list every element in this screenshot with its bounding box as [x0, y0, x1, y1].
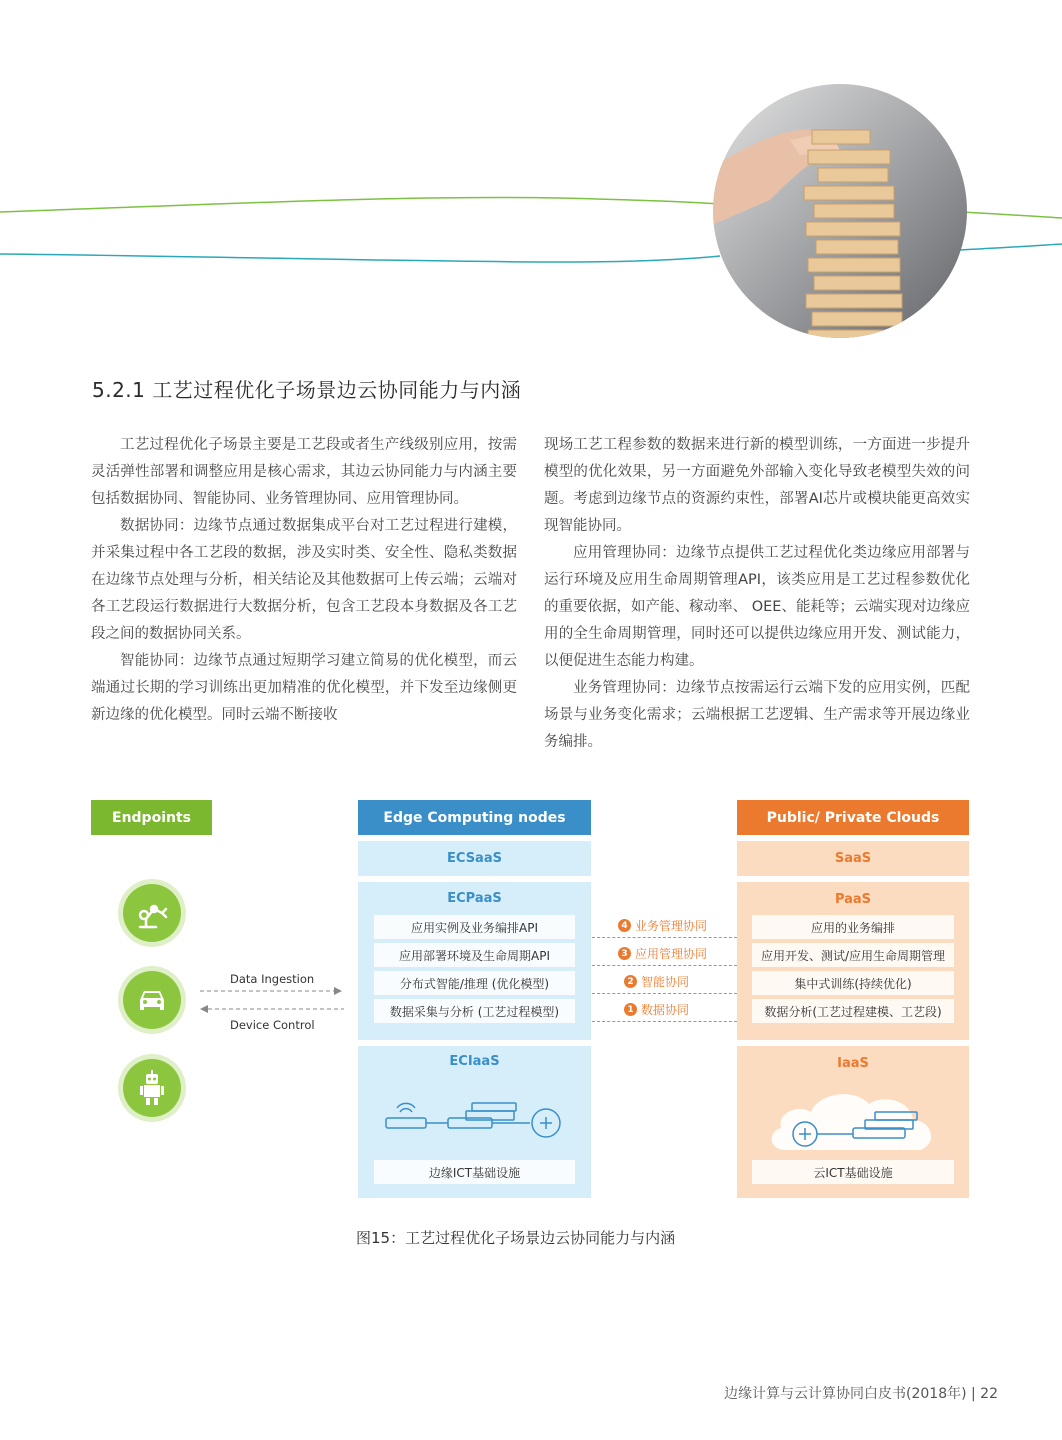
- header-decoration: [0, 0, 1062, 360]
- number-badge: 2: [624, 975, 637, 988]
- robot-arm-icon: [118, 879, 186, 947]
- paragraph: 工艺过程优化子场景主要是工艺段或者生产线级别应用，按需灵活弹性部署和调整应用是核心需求，其边云协同能力与内涵主要包括数据协同、智能协同、业务管理协同、应用管理协同。: [91, 437, 517, 507]
- cloud-iaas-panel: [737, 1046, 969, 1198]
- collab-text: 智能协同: [641, 975, 690, 989]
- robot-icon: [118, 1054, 186, 1122]
- cloud-paas-item: 应用开发、测试/应用生命周期管理: [752, 943, 954, 967]
- collab-label: [624, 1001, 689, 1018]
- paragraph: 智能协同：边缘节点通过短期学习建立简易的优化模型，而云端通过长期的学习训练出更加精准的优化模型，并下发至边缘侧更新边缘的优化模型。同时云端不断接收: [91, 653, 517, 723]
- collab-text: 业务管理协同: [635, 919, 708, 933]
- cloud-paas-item: 数据分析(工艺过程建模、工艺段): [752, 999, 954, 1023]
- cloud-paas-item: 应用的业务编排: [752, 915, 954, 939]
- number-badge: 4: [618, 919, 631, 932]
- cloud-saas-band: SaaS: [737, 841, 969, 876]
- edge-iaas-item: 边缘ICT基础设施: [374, 1160, 575, 1184]
- edge-paas-item: 应用部署环境及生命周期API: [374, 943, 575, 967]
- collab-label: [624, 973, 689, 990]
- edge-iaas-panel: [358, 1046, 591, 1198]
- flow-arrows: [198, 984, 346, 1016]
- number-badge: 1: [624, 1003, 637, 1016]
- edge-paas-item: 分布式智能/推理 (优化模型): [374, 971, 575, 995]
- collab-text: 数据协同: [641, 1003, 690, 1017]
- collab-label: [618, 917, 707, 934]
- paragraph: 数据协同：边缘节点通过数据集成平台对工艺过程进行建模，并采集过程中各工艺段的数据，涉及实时类、安全性、隐私类数据在边缘节点处理与分析，相关结论及其他数据可上传云端；云端对各工艺段运行数据进行大数据分析，包含工艺段本身数据及各工艺段之间的数据协同关系。: [91, 518, 517, 642]
- cloud-iaas-item: 云ICT基础设施: [752, 1160, 954, 1184]
- endpoints-header: Endpoints: [91, 800, 212, 835]
- edge-header: Edge Computing nodes: [358, 800, 591, 835]
- car-icon: [118, 966, 186, 1034]
- connector-line: [592, 993, 737, 994]
- connector-line: [592, 1021, 737, 1022]
- jenga-photo: [700, 80, 980, 350]
- edge-paas-item: 数据采集与分析 (工艺过程模型): [374, 999, 575, 1023]
- network-devices-icon: [382, 1100, 568, 1140]
- collab-label: [618, 945, 707, 962]
- section-heading: 5.2.1 工艺过程优化子场景边云协同能力与内涵: [92, 378, 522, 402]
- cloud-paas-panel: [737, 882, 969, 1040]
- device-control-label: Device Control: [230, 1018, 315, 1032]
- paragraph: 现场工艺工程参数的数据来进行新的模型训练，一方面进一步提升模型的优化效果，另一方面避免外部输入变化导致老模型失效的问题。考虑到边缘节点的资源约束性，部署AI芯片或模块能更高效实现智能协同。: [544, 437, 970, 534]
- figure-caption: 图15：工艺过程优化子场景边云协同能力与内涵: [356, 1229, 676, 1247]
- page-footer: 边缘计算与云计算协同白皮书(2018年) | 22: [724, 1386, 998, 1402]
- left-column: [91, 432, 517, 729]
- cloud-header: Public/ Private Clouds: [737, 800, 969, 835]
- paragraph: 应用管理协同：边缘节点提供工艺过程优化类边缘应用部署与运行环境及应用生命周期管理API，该类应用是工艺过程参数优化的重要依据，如产能、稼动率、 OEE、能耗等；云端实现对边缘应用的全生命周期管理，同时还可以提供边缘应用开发、测试能力，以便促进生态能力构建。: [544, 545, 970, 669]
- edge-saas-band: ECSaaS: [358, 841, 591, 876]
- edge-paas-panel: [358, 882, 591, 1040]
- collab-text: 应用管理协同: [635, 947, 708, 961]
- edge-iaas-title: ECIaaS: [449, 1054, 500, 1069]
- cloud-paas-title: PaaS: [834, 892, 872, 907]
- data-ingestion-label: Data Ingestion: [230, 972, 315, 986]
- paragraph: 业务管理协同：边缘节点按需运行云端下发的应用实例，匹配场景与业务变化需求；云端根据工艺逻辑、生产需求等开展边缘业务编排。: [544, 680, 970, 750]
- cloud-icon: [765, 1082, 941, 1154]
- edge-paas-item: 应用实例及业务编排API: [374, 915, 575, 939]
- cloud-paas-item: 集中式训练(持续优化): [752, 971, 954, 995]
- number-badge: 3: [618, 947, 631, 960]
- right-column: [544, 432, 970, 756]
- connector-line: [592, 965, 737, 966]
- edge-paas-title: ECPaaS: [447, 891, 502, 906]
- connector-line: [592, 937, 737, 938]
- cloud-iaas-title: IaaS: [837, 1056, 869, 1071]
